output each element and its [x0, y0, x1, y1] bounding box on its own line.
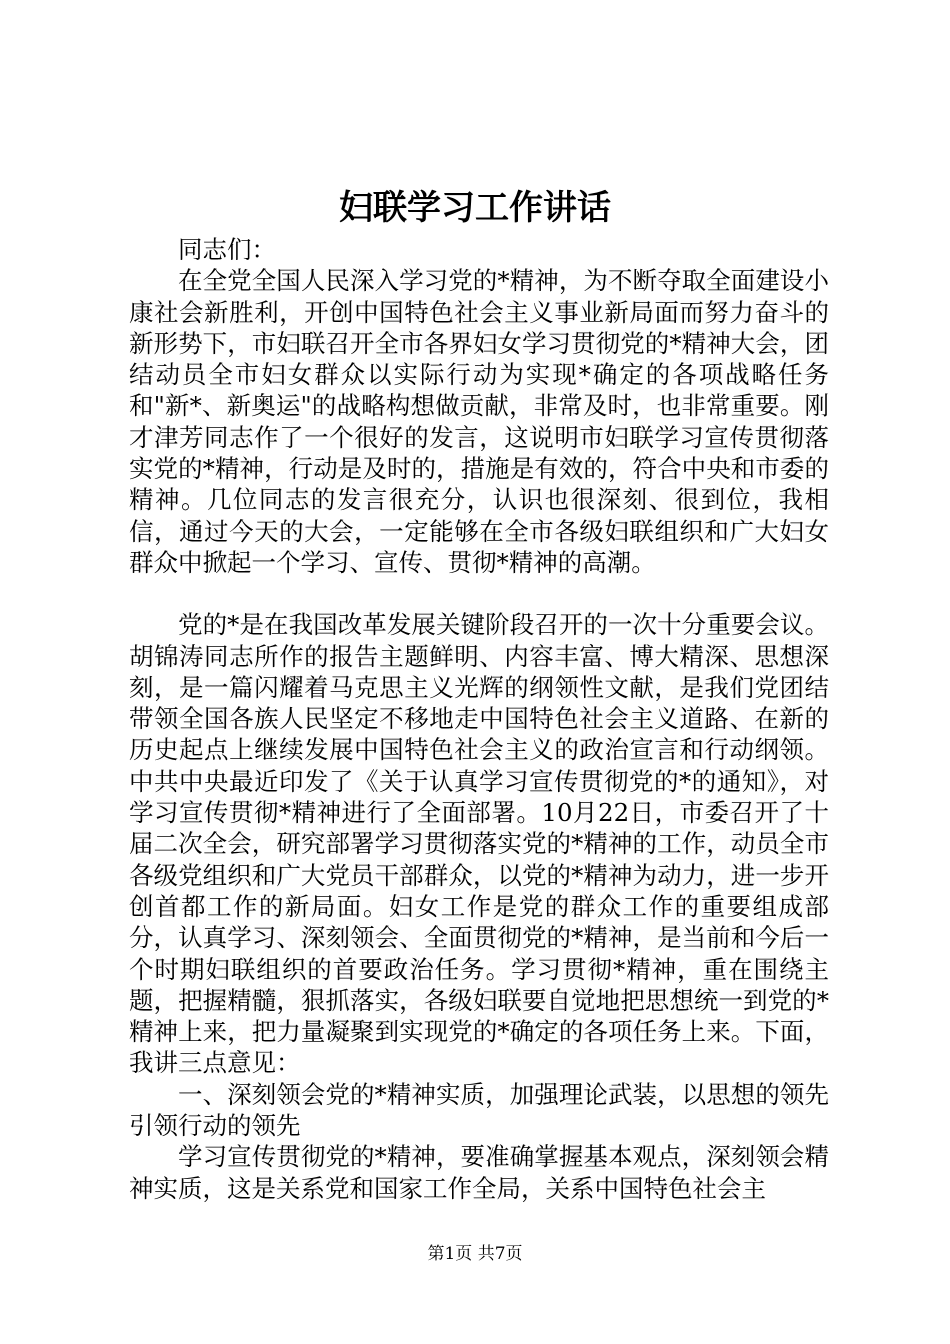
page-title: 妇联学习工作讲话	[339, 188, 611, 228]
paragraph: 学习宣传贯彻党的*精神，要准确掌握基本观点，深刻领会精神实质，这是关系党和国家工作全局，关系中国特色社会主	[129, 1142, 829, 1203]
salutation: 同志们：	[178, 235, 276, 264]
section-heading: 一、深刻领会党的*精神实质，加强理论武装，以思想的领先引领行动的领先	[129, 1079, 829, 1141]
paragraph: 在全党全国人民深入学习党的*精神，为不断夺取全面建设小康社会新胜利，开创中国特色社会主义事业新局面而努力奋斗的新形势下，市妇联召开全市各界妇女学习贯彻党的*精神大会，团结动员全市妇女群众以实际行动为实现*确定的各项战略任务和"新*、新奥运"的战略构想做贡献，非常及时，也非常重要。刚才津芳同志作了一个很好的发言，这说明市妇联学习宣传贯彻落实党的*精神，行动是及时的，措施是有效的，符合中央和市委的精神。几位同志的发言很充分，认识也很深刻、很到位，我相信，通过今天的大会，一定能够在全市各级妇联组织和广大妇女群众中掀起一个学习、宣传、贯彻*精神的高潮。	[129, 266, 829, 577]
page-number: 第1页 共7页	[427, 1244, 523, 1264]
document-body	[129, 234, 829, 1204]
paragraph: 党的*是在我国改革发展关键阶段召开的一次十分重要会议。胡锦涛同志所作的报告主题鲜明、内容丰富、博大精深、思想深刻，是一篇闪耀着马克思主义光辉的纲领性文献，是我们党团结带领全国各族人民坚定不移地走中国特色社会主义道路、在新的历史起点上继续发展中国特色社会主义的政治宣言和行动纲领。中共中央最近印发了《关于认真学习宣传贯彻党的*的通知》，对学习宣传贯彻*精神进行了全面部署。10月22日，市委召开了十届二次全会，研究部署学习贯彻落实党的*精神的工作，动员全市各级党组织和广大党员干部群众，以党的*精神为动力，进一步开创首都工作的新局面。妇女工作是党的群众工作的重要组成部分，认真学习、深刻领会、全面贯彻党的*精神，是当前和今后一个时期妇联组织的首要政治任务。学习贯彻*精神，重在围绕主题，把握精髓，狠抓落实，各级妇联要自觉地把思想统一到党的*精神上来，把力量凝聚到实现党的*确定的各项任务上来。下面，我讲三点意见：	[129, 610, 829, 1078]
